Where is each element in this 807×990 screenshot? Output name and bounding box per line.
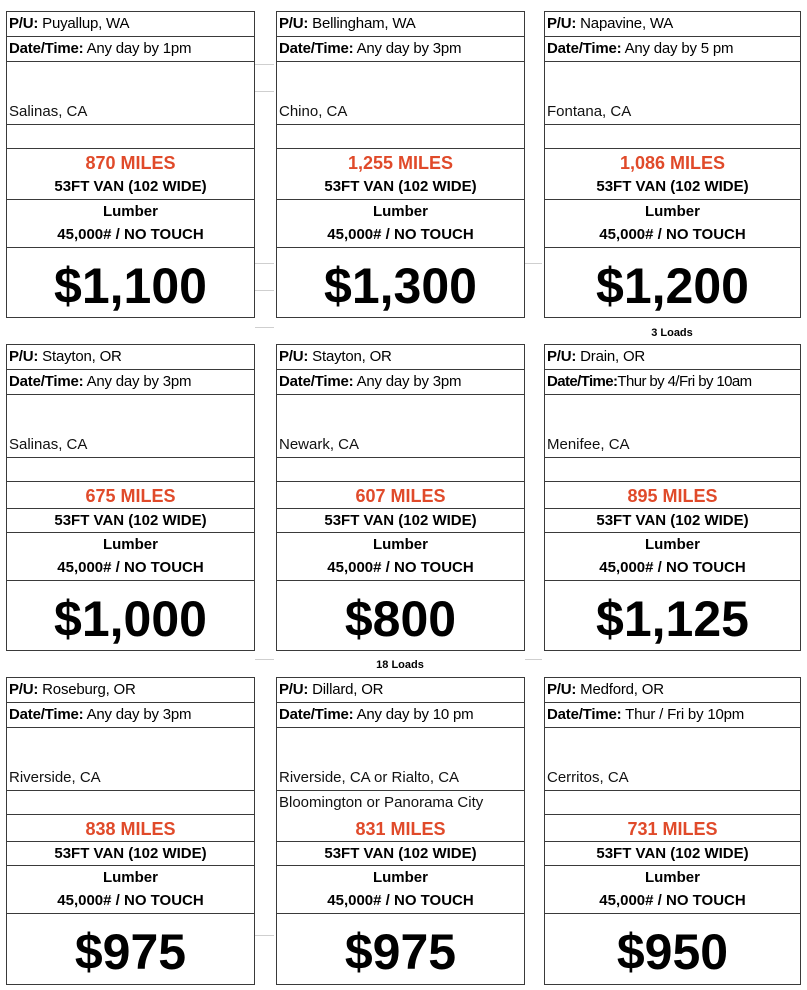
datetime-label: Date/Time: <box>9 373 84 390</box>
destination-value: Newark, CA <box>279 436 360 453</box>
datetime-label: Date/Time: <box>547 373 618 390</box>
equipment: 53FT VAN (102 WIDE) <box>7 175 254 200</box>
load-card <box>6 11 255 318</box>
datetime-value: Any day by 1pm <box>86 40 192 57</box>
datetime-row <box>7 37 254 62</box>
datetime-value: Thur / Fri by 10pm <box>625 706 745 723</box>
equipment: 53FT VAN (102 WIDE) <box>7 508 254 533</box>
datetime-row <box>277 370 524 395</box>
pickup-value: Drain, OR <box>580 348 646 365</box>
miles: 1,255 MILES <box>347 153 454 173</box>
pickup-row <box>545 12 800 37</box>
equipment: 53FT VAN (102 WIDE) <box>545 841 800 866</box>
pickup-label: P/U: <box>547 681 577 698</box>
destination-row <box>7 395 254 458</box>
pickup-value: Bellingham, WA <box>312 15 416 32</box>
destination-value: Chino, CA <box>279 103 348 120</box>
pickup-row <box>277 12 524 37</box>
datetime-row <box>545 703 800 728</box>
load-card <box>544 11 801 318</box>
miles: 895 MILES <box>627 486 718 506</box>
weight: 45,000# / NO TOUCH <box>7 889 254 914</box>
spacer-row <box>545 458 800 482</box>
pickup-value: Stayton, OR <box>42 348 122 365</box>
price: $975 <box>74 924 187 980</box>
pickup-row <box>7 678 254 703</box>
pickup-value: Stayton, OR <box>312 348 392 365</box>
pickup-label: P/U: <box>9 348 39 365</box>
spacer-row <box>545 125 800 149</box>
datetime-label: Date/Time: <box>279 373 354 390</box>
destination-value: Riverside, CA <box>9 769 101 786</box>
destination-value: Cerritos, CA <box>547 769 629 786</box>
destination-value: Salinas, CA <box>9 436 88 453</box>
grid-line <box>255 91 274 92</box>
datetime-label: Date/Time: <box>547 706 622 723</box>
spacer-row <box>7 791 254 815</box>
weight: 45,000# / NO TOUCH <box>7 556 254 581</box>
datetime-value: Any day by 5 pm <box>624 40 734 57</box>
load-card <box>6 677 255 985</box>
miles: 731 MILES <box>627 819 718 839</box>
loads-count-note: 3 Loads <box>651 327 693 339</box>
datetime-value: Any day by 3pm <box>86 706 192 723</box>
weight: 45,000# / NO TOUCH <box>545 223 800 248</box>
datetime-label: Date/Time: <box>9 40 84 57</box>
pickup-value: Medford, OR <box>580 681 664 698</box>
miles: 1,086 MILES <box>619 153 726 173</box>
datetime-value: Any day by 3pm <box>356 373 462 390</box>
spacer-row <box>277 458 524 482</box>
pickup-value: Napavine, WA <box>580 15 674 32</box>
weight: 45,000# / NO TOUCH <box>545 556 800 581</box>
load-card <box>276 344 525 651</box>
destination-row <box>545 728 800 791</box>
price: $950 <box>616 924 729 980</box>
pickup-row <box>545 345 800 370</box>
commodity: Lumber <box>644 203 700 220</box>
pickup-label: P/U: <box>9 681 39 698</box>
destination-row <box>7 728 254 791</box>
price: $975 <box>344 924 457 980</box>
price: $1,100 <box>54 258 207 314</box>
weight: 45,000# / NO TOUCH <box>277 556 524 581</box>
destination-row <box>7 62 254 125</box>
datetime-row <box>7 370 254 395</box>
weight: 45,000# / NO TOUCH <box>7 223 254 248</box>
datetime-label: Date/Time: <box>279 706 354 723</box>
grid-line <box>255 935 274 936</box>
datetime-value: Any day by 3pm <box>356 40 462 57</box>
miles: 838 MILES <box>85 819 176 839</box>
price: $1,300 <box>324 258 477 314</box>
grid-line <box>255 263 274 264</box>
grid-line <box>255 327 274 328</box>
weight: 45,000# / NO TOUCH <box>545 889 800 914</box>
commodity: Lumber <box>102 869 158 886</box>
destination-row <box>545 62 800 125</box>
load-card <box>544 344 801 651</box>
price: $800 <box>344 591 457 647</box>
pickup-label: P/U: <box>547 15 577 32</box>
equipment: 53FT VAN (102 WIDE) <box>545 508 800 533</box>
grid-line <box>255 64 274 65</box>
commodity: Lumber <box>644 536 700 553</box>
pickup-label: P/U: <box>9 15 39 32</box>
equipment: 53FT VAN (102 WIDE) <box>277 841 524 866</box>
pickup-row <box>277 678 524 703</box>
spacer-row <box>277 125 524 149</box>
datetime-value: Thur by 4/Fri by 10am <box>617 373 752 390</box>
commodity: Lumber <box>372 869 428 886</box>
load-card <box>276 11 525 318</box>
commodity: Lumber <box>372 536 428 553</box>
equipment: 53FT VAN (102 WIDE) <box>545 175 800 200</box>
pickup-label: P/U: <box>279 681 309 698</box>
spacer-row <box>7 125 254 149</box>
grid-line <box>255 290 274 291</box>
spacer-row <box>545 791 800 815</box>
datetime-row <box>277 37 524 62</box>
weight: 45,000# / NO TOUCH <box>277 889 524 914</box>
destination-row <box>545 395 800 458</box>
destination-row <box>277 728 524 791</box>
load-card <box>6 344 255 651</box>
miles: 675 MILES <box>85 486 176 506</box>
pickup-value: Roseburg, OR <box>42 681 136 698</box>
datetime-row <box>545 37 800 62</box>
commodity: Lumber <box>644 869 700 886</box>
equipment: 53FT VAN (102 WIDE) <box>277 175 524 200</box>
pickup-label: P/U: <box>279 15 309 32</box>
datetime-value: Any day by 3pm <box>86 373 192 390</box>
destination-extra-row <box>277 791 524 815</box>
pickup-row <box>7 12 254 37</box>
load-card <box>276 677 525 985</box>
datetime-label: Date/Time: <box>279 40 354 57</box>
pickup-value: Dillard, OR <box>312 681 384 698</box>
datetime-label: Date/Time: <box>9 706 84 723</box>
destination-row <box>277 62 524 125</box>
price: $1,000 <box>54 591 207 647</box>
destination-value: Fontana, CA <box>547 103 632 120</box>
datetime-value: Any day by 10 pm <box>356 706 474 723</box>
loads-count-note: 18 Loads <box>376 659 424 671</box>
commodity: Lumber <box>102 536 158 553</box>
equipment: 53FT VAN (102 WIDE) <box>277 508 524 533</box>
commodity: Lumber <box>102 203 158 220</box>
price: $1,200 <box>596 258 749 314</box>
load-card <box>544 677 801 985</box>
weight: 45,000# / NO TOUCH <box>277 223 524 248</box>
miles: 607 MILES <box>355 486 446 506</box>
miles: 870 MILES <box>85 153 176 173</box>
destination-value: Riverside, CA or Rialto, CA <box>279 769 460 786</box>
destination-value: Menifee, CA <box>547 436 630 453</box>
datetime-row <box>545 370 800 395</box>
pickup-row <box>277 345 524 370</box>
grid-line <box>255 659 274 660</box>
pickup-label: P/U: <box>279 348 309 365</box>
equipment: 53FT VAN (102 WIDE) <box>7 841 254 866</box>
pickup-row <box>545 678 800 703</box>
destination-value: Salinas, CA <box>9 103 88 120</box>
datetime-row <box>7 703 254 728</box>
pickup-value: Puyallup, WA <box>42 15 130 32</box>
pickup-row <box>7 345 254 370</box>
pickup-label: P/U: <box>547 348 577 365</box>
destination-extra-value: Bloomington or Panorama City <box>279 794 484 811</box>
grid-line <box>525 263 542 264</box>
miles: 831 MILES <box>355 819 446 839</box>
destination-row <box>277 395 524 458</box>
price: $1,125 <box>596 591 749 647</box>
grid-line <box>525 659 542 660</box>
datetime-label: Date/Time: <box>547 40 622 57</box>
spacer-row <box>7 458 254 482</box>
commodity: Lumber <box>372 203 428 220</box>
datetime-row <box>277 703 524 728</box>
